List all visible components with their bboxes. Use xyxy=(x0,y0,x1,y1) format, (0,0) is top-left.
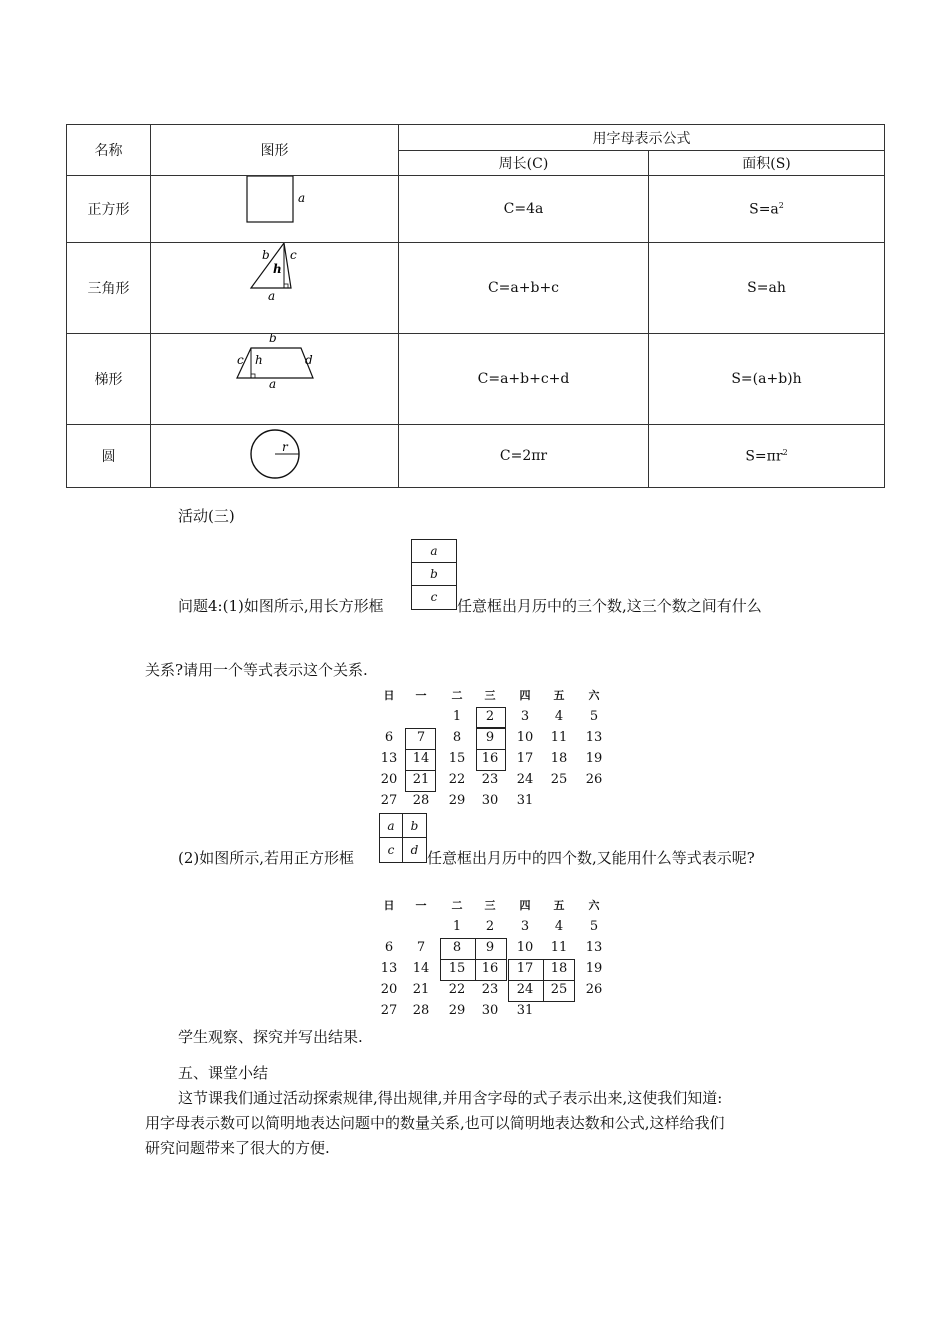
cal2-day: 30 xyxy=(481,1003,499,1018)
trapezoid-label-h: h xyxy=(255,353,263,367)
cal1-day: 5 xyxy=(589,709,599,724)
summary-title: 五、课堂小结 xyxy=(178,1064,269,1082)
cal1-day: 22 xyxy=(448,772,466,787)
cal2-day: 16 xyxy=(481,961,499,976)
circle-figure xyxy=(151,425,399,488)
cal1-day: 8 xyxy=(452,730,462,745)
cal1-day: 29 xyxy=(448,793,466,808)
cal2-day: 25 xyxy=(550,982,568,997)
cal2-day: 8 xyxy=(452,940,462,955)
cal1-day: 25 xyxy=(550,772,568,787)
cal1-header-5: 五 xyxy=(553,689,565,702)
cal1-day: 16 xyxy=(481,751,499,766)
cal1-day: 21 xyxy=(412,772,430,787)
circle-area-base: S=πr xyxy=(745,448,783,465)
cal1-day: 31 xyxy=(516,793,534,808)
cal2-header-5: 五 xyxy=(553,899,565,912)
row-name-trapezoid: 梯形 xyxy=(67,334,151,425)
header-area: 面积(S) xyxy=(649,151,885,176)
triangle-label-a: a xyxy=(268,289,276,303)
square-area-base: S=a xyxy=(749,201,779,218)
square-figure xyxy=(151,176,399,243)
triangle-shape xyxy=(151,243,399,329)
cal1-header-3: 三 xyxy=(484,689,496,702)
cal1-day: 24 xyxy=(516,772,534,787)
cal1-day: 13 xyxy=(585,730,603,745)
cal1-highlight-2 xyxy=(476,707,506,728)
circle-shape xyxy=(151,426,399,482)
formula-table xyxy=(66,124,885,488)
frame2-cell-c: c xyxy=(380,838,403,862)
frame1-cell-a: a xyxy=(412,540,456,563)
triangle-perimeter: C=a+b+c xyxy=(399,243,649,334)
cal2-day: 23 xyxy=(481,982,499,997)
cal1-highlight-14 xyxy=(405,749,436,771)
cal2-divider-v1 xyxy=(475,938,476,981)
header-name: 名称 xyxy=(67,125,151,176)
cal1-day: 18 xyxy=(550,751,568,766)
triangle-figure xyxy=(151,243,399,334)
cal2-day: 13 xyxy=(380,961,398,976)
row-name-triangle: 三角形 xyxy=(67,243,151,334)
cal1-day: 30 xyxy=(481,793,499,808)
cal1-day: 10 xyxy=(516,730,534,745)
triangle-label-h: h xyxy=(273,262,282,276)
trapezoid-figure xyxy=(151,334,399,425)
cal2-day: 24 xyxy=(516,982,534,997)
summary-line-1: 这节课我们通过活动探索规律,得出规律,并用含字母的式子表示出来,这使我们知道: xyxy=(178,1089,723,1107)
circle-label-r: r xyxy=(282,440,288,454)
cal1-day: 17 xyxy=(516,751,534,766)
circle-area xyxy=(649,425,885,488)
square-area xyxy=(649,176,885,243)
cal1-day: 23 xyxy=(481,772,499,787)
trapezoid-perimeter: C=a+b+c+d xyxy=(399,334,649,425)
cal1-header-4: 四 xyxy=(519,689,531,702)
cal1-day: 15 xyxy=(448,751,466,766)
cal2-day: 19 xyxy=(585,961,603,976)
triangle-area: S=ah xyxy=(649,243,885,334)
triangle-label-b: b xyxy=(262,248,270,262)
cal1-day: 11 xyxy=(550,730,568,745)
question4-part2-suffix: 任意框出月历中的四个数,又能用什么等式表示呢? xyxy=(427,849,755,867)
cal1-divider xyxy=(476,749,506,750)
cal2-day: 21 xyxy=(412,982,430,997)
square-area-sup: 2 xyxy=(778,200,784,210)
cal2-day: 4 xyxy=(554,919,564,934)
cal1-day: 1 xyxy=(452,709,462,724)
row-name-circle: 圆 xyxy=(67,425,151,488)
cal2-day: 20 xyxy=(380,982,398,997)
circle-perimeter: C=2πr xyxy=(399,425,649,488)
cal1-day: 4 xyxy=(554,709,564,724)
frame1-cell-b: b xyxy=(412,563,456,586)
cal1-day: 27 xyxy=(380,793,398,808)
cal2-day: 13 xyxy=(585,940,603,955)
frame2-cell-b: b xyxy=(403,814,426,838)
cal2-day: 5 xyxy=(589,919,599,934)
frame1-cell-c: c xyxy=(430,590,438,604)
cal2-header-3: 三 xyxy=(484,899,496,912)
cal2-day: 6 xyxy=(384,940,394,955)
cal1-day: 19 xyxy=(585,751,603,766)
cal2-day: 17 xyxy=(516,961,534,976)
question4-part1-prefix: 问题4:(1)如图所示,用长方形框 xyxy=(178,597,384,615)
cal2-header-6: 六 xyxy=(588,899,600,912)
cal2-day: 18 xyxy=(550,961,568,976)
cal2-day: 29 xyxy=(448,1003,466,1018)
cal1-day: 14 xyxy=(412,751,430,766)
trapezoid-label-d: d xyxy=(305,353,313,367)
cal2-header-0: 日 xyxy=(383,899,395,912)
cal1-day: 26 xyxy=(585,772,603,787)
cal1-header-6: 六 xyxy=(588,689,600,702)
question4-part1-continued: 关系?请用一个等式表示这个关系. xyxy=(145,661,368,679)
cal2-header-2: 二 xyxy=(451,899,463,912)
header-perimeter: 周长(C) xyxy=(399,151,649,176)
cal2-day: 7 xyxy=(416,940,426,955)
cal2-divider-h1 xyxy=(440,959,507,960)
cal2-day: 31 xyxy=(516,1003,534,1018)
cal2-divider-v2 xyxy=(543,959,544,1002)
cal2-day: 1 xyxy=(452,919,462,934)
row-name-square: 正方形 xyxy=(67,176,151,243)
cal2-day: 22 xyxy=(448,982,466,997)
circle-area-sup: 2 xyxy=(782,447,788,457)
trapezoid-label-c: c xyxy=(237,353,244,367)
activity-title: 活动(三) xyxy=(178,507,235,525)
cal2-day: 11 xyxy=(550,940,568,955)
observe-text: 学生观察、探究并写出结果. xyxy=(178,1028,363,1046)
cal1-day: 7 xyxy=(416,730,426,745)
cal2-day: 3 xyxy=(520,919,530,934)
cal2-day: 10 xyxy=(516,940,534,955)
frame2-cell-a: a xyxy=(380,814,403,838)
square-shape xyxy=(151,176,399,238)
trapezoid-shape xyxy=(151,334,399,420)
header-shape: 图形 xyxy=(151,125,399,176)
cal2-day: 28 xyxy=(412,1003,430,1018)
trapezoid-area: S=(a+b)h xyxy=(649,334,885,425)
cal2-day: 26 xyxy=(585,982,603,997)
cal1-day: 6 xyxy=(384,730,394,745)
trapezoid-label-b: b xyxy=(269,334,277,345)
cal1-day: 13 xyxy=(380,751,398,766)
trapezoid-label-a: a xyxy=(269,377,277,391)
cal1-header-1: 一 xyxy=(415,689,427,702)
square-frame-figure xyxy=(379,813,427,863)
triangle-label-c: c xyxy=(290,248,297,262)
cal1-day: 28 xyxy=(412,793,430,808)
cal1-day: 3 xyxy=(520,709,530,724)
rectangle-frame-figure xyxy=(411,539,457,610)
cal1-header-2: 二 xyxy=(451,689,463,702)
cal2-day: 2 xyxy=(485,919,495,934)
header-formula: 用字母表示公式 xyxy=(399,125,885,151)
square-label-a: a xyxy=(298,191,306,205)
cal2-header-1: 一 xyxy=(415,899,427,912)
question4-part1-suffix: 任意框出月历中的三个数,这三个数之间有什么 xyxy=(457,597,762,615)
cal1-day: 9 xyxy=(485,730,495,745)
cal2-divider-h2 xyxy=(508,980,575,981)
cal2-day: 9 xyxy=(485,940,495,955)
summary-line-2: 用字母表示数可以简明地表达问题中的数量关系,也可以简明地表达数和公式,这样给我们 xyxy=(145,1114,725,1132)
cal2-day: 27 xyxy=(380,1003,398,1018)
frame2-cell-d: d xyxy=(410,843,419,857)
cal2-day: 14 xyxy=(412,961,430,976)
cal2-header-4: 四 xyxy=(519,899,531,912)
cal1-day: 2 xyxy=(485,709,495,724)
square-perimeter: C=4a xyxy=(399,176,649,243)
cal1-header-0: 日 xyxy=(383,689,395,702)
cal2-day: 15 xyxy=(448,961,466,976)
summary-line-3: 研究问题带来了很大的方便. xyxy=(145,1139,330,1157)
question4-part2-prefix: (2)如图所示,若用正方形框 xyxy=(178,849,355,867)
cal1-day: 20 xyxy=(380,772,398,787)
